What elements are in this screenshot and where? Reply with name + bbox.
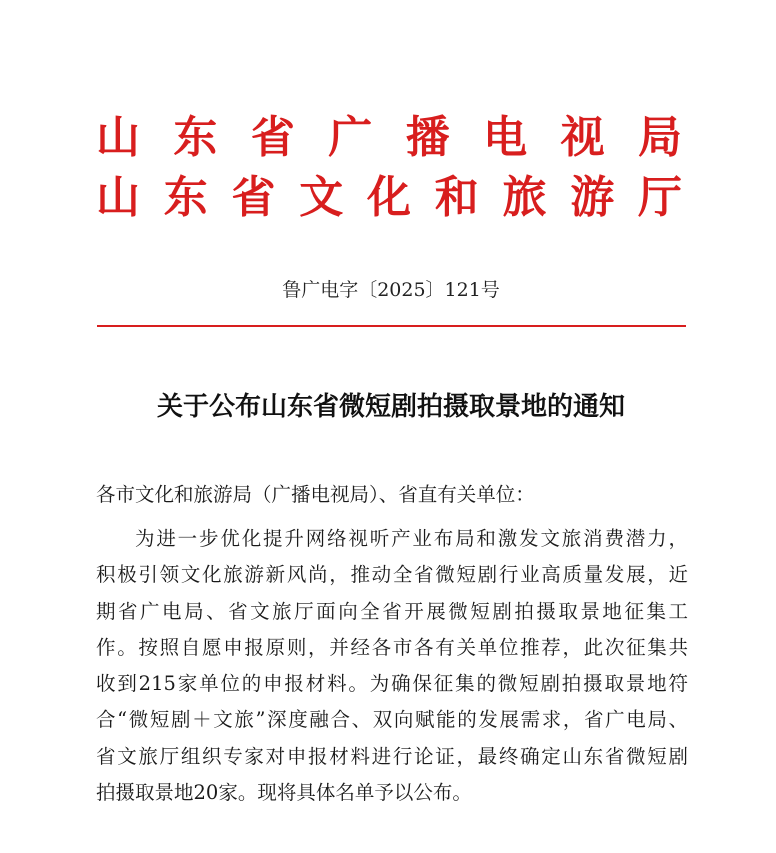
issuer-name: 山东省广播电视局 — [96, 112, 686, 163]
body-line: 积极引领文化旅游新风尚，推动全省微短剧行业高质量发展，近 — [96, 563, 688, 587]
red-divider-line — [97, 325, 686, 327]
issuer-name: 山东省文化和旅游厅 — [96, 172, 686, 223]
notice-title: 关于公布山东省微短剧拍摄取景地的通知 — [156, 392, 625, 422]
body-line: 作。按照自愿申报原则，并经各市各有关单位推荐，此次征集共 — [96, 635, 688, 659]
document-number: 鲁广电字〔2025〕121号 — [282, 279, 500, 301]
issuer-header — [96, 108, 686, 228]
addressee-line: 各市文化和旅游局（广播电视局）、省直有关单位： — [96, 483, 535, 506]
body-line: 省文旅厅组织专家对申报材料进行论证，最终确定山东省微短剧 — [96, 744, 688, 768]
body-line: 为进一步优化提升网络视听产业布局和激发文旅消费潜力， — [135, 527, 688, 550]
body-line: 收到215家单位的申报材料。为确保征集的微短剧拍摄取景地符 — [96, 672, 688, 696]
body-line: 期省广电局、省文旅厅面向全省开展微短剧拍摄取景地征集工 — [96, 599, 688, 623]
body-paragraph — [96, 521, 688, 811]
body-line: 合“微短剧＋文旅”深度融合、双向赋能的发展需求，省广电局、 — [96, 708, 688, 732]
body-line: 拍摄取景地20家。现将具体名单予以公布。 — [96, 781, 472, 805]
